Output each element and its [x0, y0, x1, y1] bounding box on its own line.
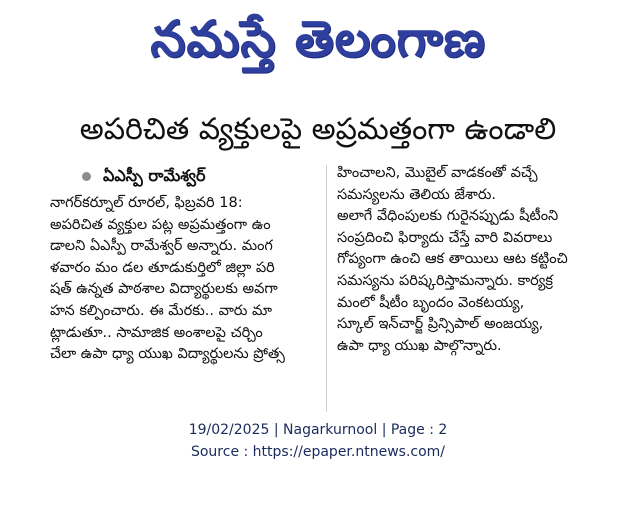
article-right-column — [337, 163, 603, 357]
right-column-line: అలాగే వేధింపులకు గురైనప్పుడు షీటీంని — [337, 208, 559, 225]
left-column-line: అపరిచిత వ్యక్తుల పట్ల అప్రమత్తంగా ఉం — [50, 216, 271, 233]
article-left-column — [50, 163, 318, 366]
article-byline: ఏఎస్పీ రామేశ్వర్ — [103, 166, 206, 186]
right-column-line: హించాలని, మొబైల్ వాడకంతో వచ్చే — [337, 165, 538, 181]
right-column-line: మంలో షీటీం బృందం వెంకటయ్య, — [337, 294, 525, 311]
left-column-line: నాగర్‌కర్నూల్ రూరల్, ఫిబ్రవరి 18: — [50, 195, 243, 211]
right-column-line: ఉపా ధ్యా యుఖ పాల్గొన్నారు. — [337, 337, 502, 354]
right-column-line: సమస్యలను తెలియ జేశారు. — [337, 186, 497, 203]
left-column-line: చేలా ఉపా ధ్యా యుఖ విద్యార్థులను ప్రోత్స — [50, 346, 285, 363]
article-headline: అపరిచిత వ్యక్తులపై అప్రమత్తంగా ఉండాలి — [79, 112, 557, 147]
bullet-icon — [82, 172, 91, 181]
byline-row — [50, 163, 318, 189]
left-column-line: షత్ ఉన్నత పాఠశాల విద్యార్థులకు అవగా — [50, 281, 278, 298]
footer-source: Source : https://epaper.ntnews.com/ — [190, 444, 446, 460]
left-column-line: హన కల్పించారు. ఈ మేరకు.. వారు మా — [50, 302, 273, 319]
right-column-line: సమస్యను పరిష్కరిస్తామన్నారు. కార్యక్ర — [337, 272, 553, 289]
right-column-line: స్కూల్ ఇన్‌చార్జ్ ప్రిన్సిపాల్ అంజయ్య, — [337, 316, 544, 333]
footer-date-edition: 19/02/2025 | Nagarkurnool | Page : 2 — [188, 422, 448, 438]
column-divider — [326, 165, 327, 412]
left-column-line: డాలని ఏఎస్పీ రామేశ్వర్ అన్నారు. మంగ — [50, 238, 273, 255]
left-column-line: ళవారం మం డల తూడుకుర్తిలో జిల్లా పరి — [50, 259, 275, 276]
masthead-logo: నమస్తే తెలంగాణ — [150, 10, 486, 68]
right-column-line: గోప్యంగా ఉంచి ఆక తాయిలు ఆట కట్టించి — [337, 251, 568, 268]
left-column-line: ట్లాడుతూ.. సామాజిక అంశాలపై చర్చిం — [50, 324, 263, 341]
right-column-line: సంప్రదించి ఫిర్యాదు చేస్తే వారి వివరాలు — [337, 229, 553, 246]
